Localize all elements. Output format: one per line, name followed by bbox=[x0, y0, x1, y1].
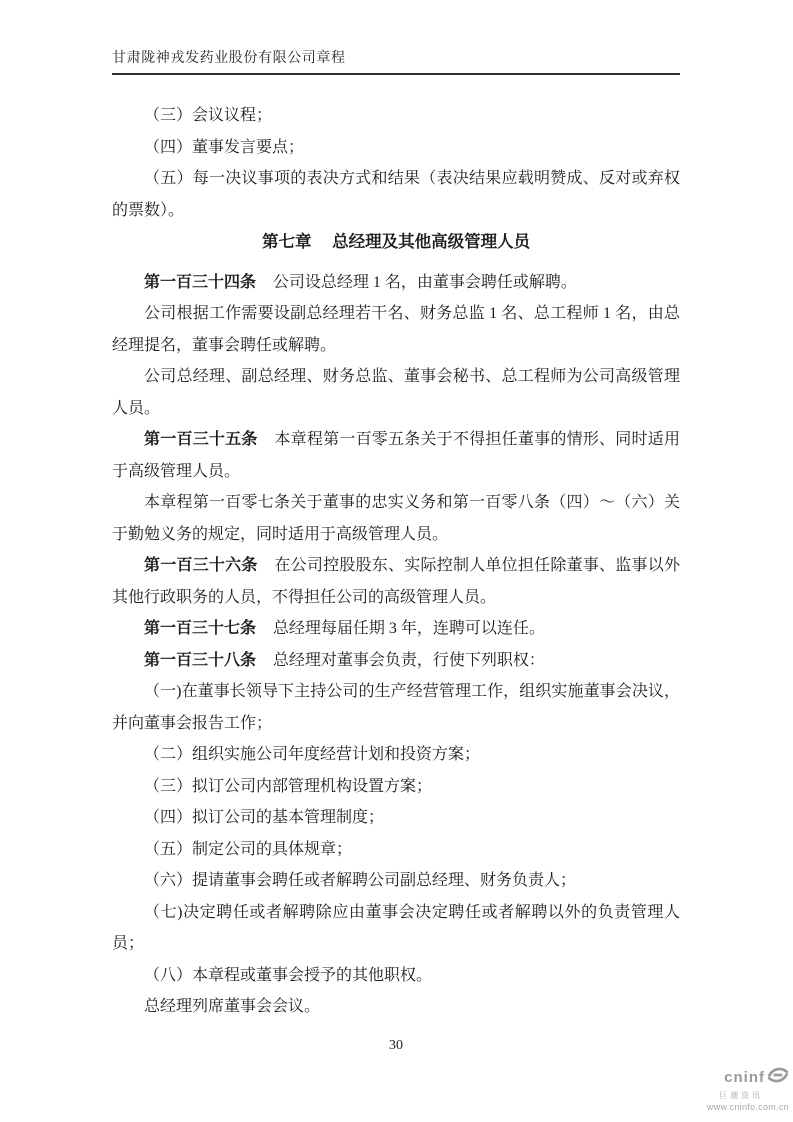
paragraph-text: （八）本章程或董事会授予的其他职权。 bbox=[144, 966, 433, 984]
document-body bbox=[112, 100, 680, 1023]
list-item bbox=[112, 771, 680, 803]
paragraph-text: （五）每一决议事项的表决方式和结果（表决结果应载明赞成、反对或弃权的票数）。 bbox=[112, 170, 680, 219]
page-number: 30 bbox=[389, 1038, 403, 1053]
paragraph-text: （三）会议议程； bbox=[144, 107, 273, 124]
cninfo-brand-text: cninf bbox=[724, 1068, 765, 1086]
paragraph-text: （二）组织实施公司年度经营计划和投资方案； bbox=[144, 746, 481, 763]
paragraph-text: 在公司控股股东、实际控制人单位担任除董事、监事以外其他行政职务的人员，不得担任公司的高级管理人员。 bbox=[112, 557, 680, 606]
article-paragraph bbox=[112, 550, 680, 613]
article-paragraph bbox=[112, 267, 680, 299]
paragraph-text: 公司根据工作需要设副总经理若干名、财务总监 1 名、总工程师 1 名，由总经理提名，董事会聘任或解聘。 bbox=[112, 305, 680, 354]
list-item bbox=[112, 132, 680, 164]
list-item bbox=[112, 897, 680, 960]
cninfo-url: www.cninfo.com.cn bbox=[706, 1102, 789, 1112]
article-number: 第一百三十四条 bbox=[144, 273, 257, 291]
cninfo-logo-row bbox=[707, 1064, 789, 1090]
paragraph-text: （一)在董事长领导下主持公司的生产经营管理工作，组织实施董事会决议，并向董事会报告工作； bbox=[112, 683, 680, 732]
list-item bbox=[112, 834, 680, 866]
paragraph-text: （四）董事发言要点； bbox=[144, 138, 305, 156]
paragraph-text: 总经理每届任期 3 年，连聘可以连任。 bbox=[272, 620, 545, 637]
list-item bbox=[112, 865, 680, 897]
list-item bbox=[112, 960, 680, 992]
paragraph-text: （三）拟订公司内部管理机构设置方案； bbox=[144, 777, 433, 795]
page-header bbox=[112, 50, 680, 75]
paragraph-text: 总经理对董事会负责，行使下列职权： bbox=[272, 651, 545, 669]
list-item bbox=[112, 100, 680, 132]
paragraph bbox=[112, 487, 680, 550]
cninfo-chinese-name: 巨潮资讯 bbox=[719, 1091, 763, 1100]
paragraph-text: （五）制定公司的具体规章； bbox=[144, 840, 353, 858]
article-paragraph bbox=[112, 645, 680, 677]
paragraph-text: （七)决定聘任或者解聘除应由董事会决定聘任或者解聘以外的负责管理人员； bbox=[112, 903, 680, 952]
article-number: 第一百三十六条 bbox=[144, 557, 258, 574]
article-number: 第一百三十八条 bbox=[144, 651, 257, 669]
paragraph-text: 本章程第一百零五条关于不得担任董事的情形、同时适用于高级管理人员。 bbox=[112, 431, 680, 480]
cninfo-swirl-icon bbox=[767, 1064, 789, 1090]
list-item bbox=[112, 739, 680, 771]
paragraph-text: （六）提请董事会聘任或者解聘公司副总经理、财务负责人； bbox=[144, 872, 577, 889]
paragraph bbox=[112, 298, 680, 361]
list-item bbox=[112, 676, 680, 739]
paragraph-text: 本章程第一百零七条关于董事的忠实义务和第一百零八条（四）～（六）关于勤勉义务的规定，同时适用于高级管理人员。 bbox=[112, 494, 680, 543]
cninfo-logo bbox=[707, 1064, 789, 1112]
article-number: 第一百三十五条 bbox=[144, 431, 258, 448]
paragraph bbox=[112, 361, 680, 424]
list-item bbox=[112, 163, 680, 226]
paragraph-text: 公司总经理、副总经理、财务总监、董事会秘书、总工程师为公司高级管理人员。 bbox=[112, 368, 680, 417]
document-header-title: 甘肃陇神戎发药业股份有限公司章程 bbox=[112, 51, 346, 66]
paragraph-text: 公司设总经理 1 名，由董事会聘任或解聘。 bbox=[272, 273, 577, 291]
chapter-heading: 第七章 总经理及其他高级管理人员 bbox=[261, 232, 531, 251]
article-paragraph bbox=[112, 613, 680, 645]
article-paragraph bbox=[112, 424, 680, 487]
list-item bbox=[112, 802, 680, 834]
paragraph-text: （四）拟订公司的基本管理制度； bbox=[144, 809, 385, 826]
article-number: 第一百三十七条 bbox=[144, 620, 257, 637]
paragraph-text: 总经理列席董事会会议。 bbox=[144, 998, 321, 1015]
paragraph bbox=[112, 991, 680, 1023]
